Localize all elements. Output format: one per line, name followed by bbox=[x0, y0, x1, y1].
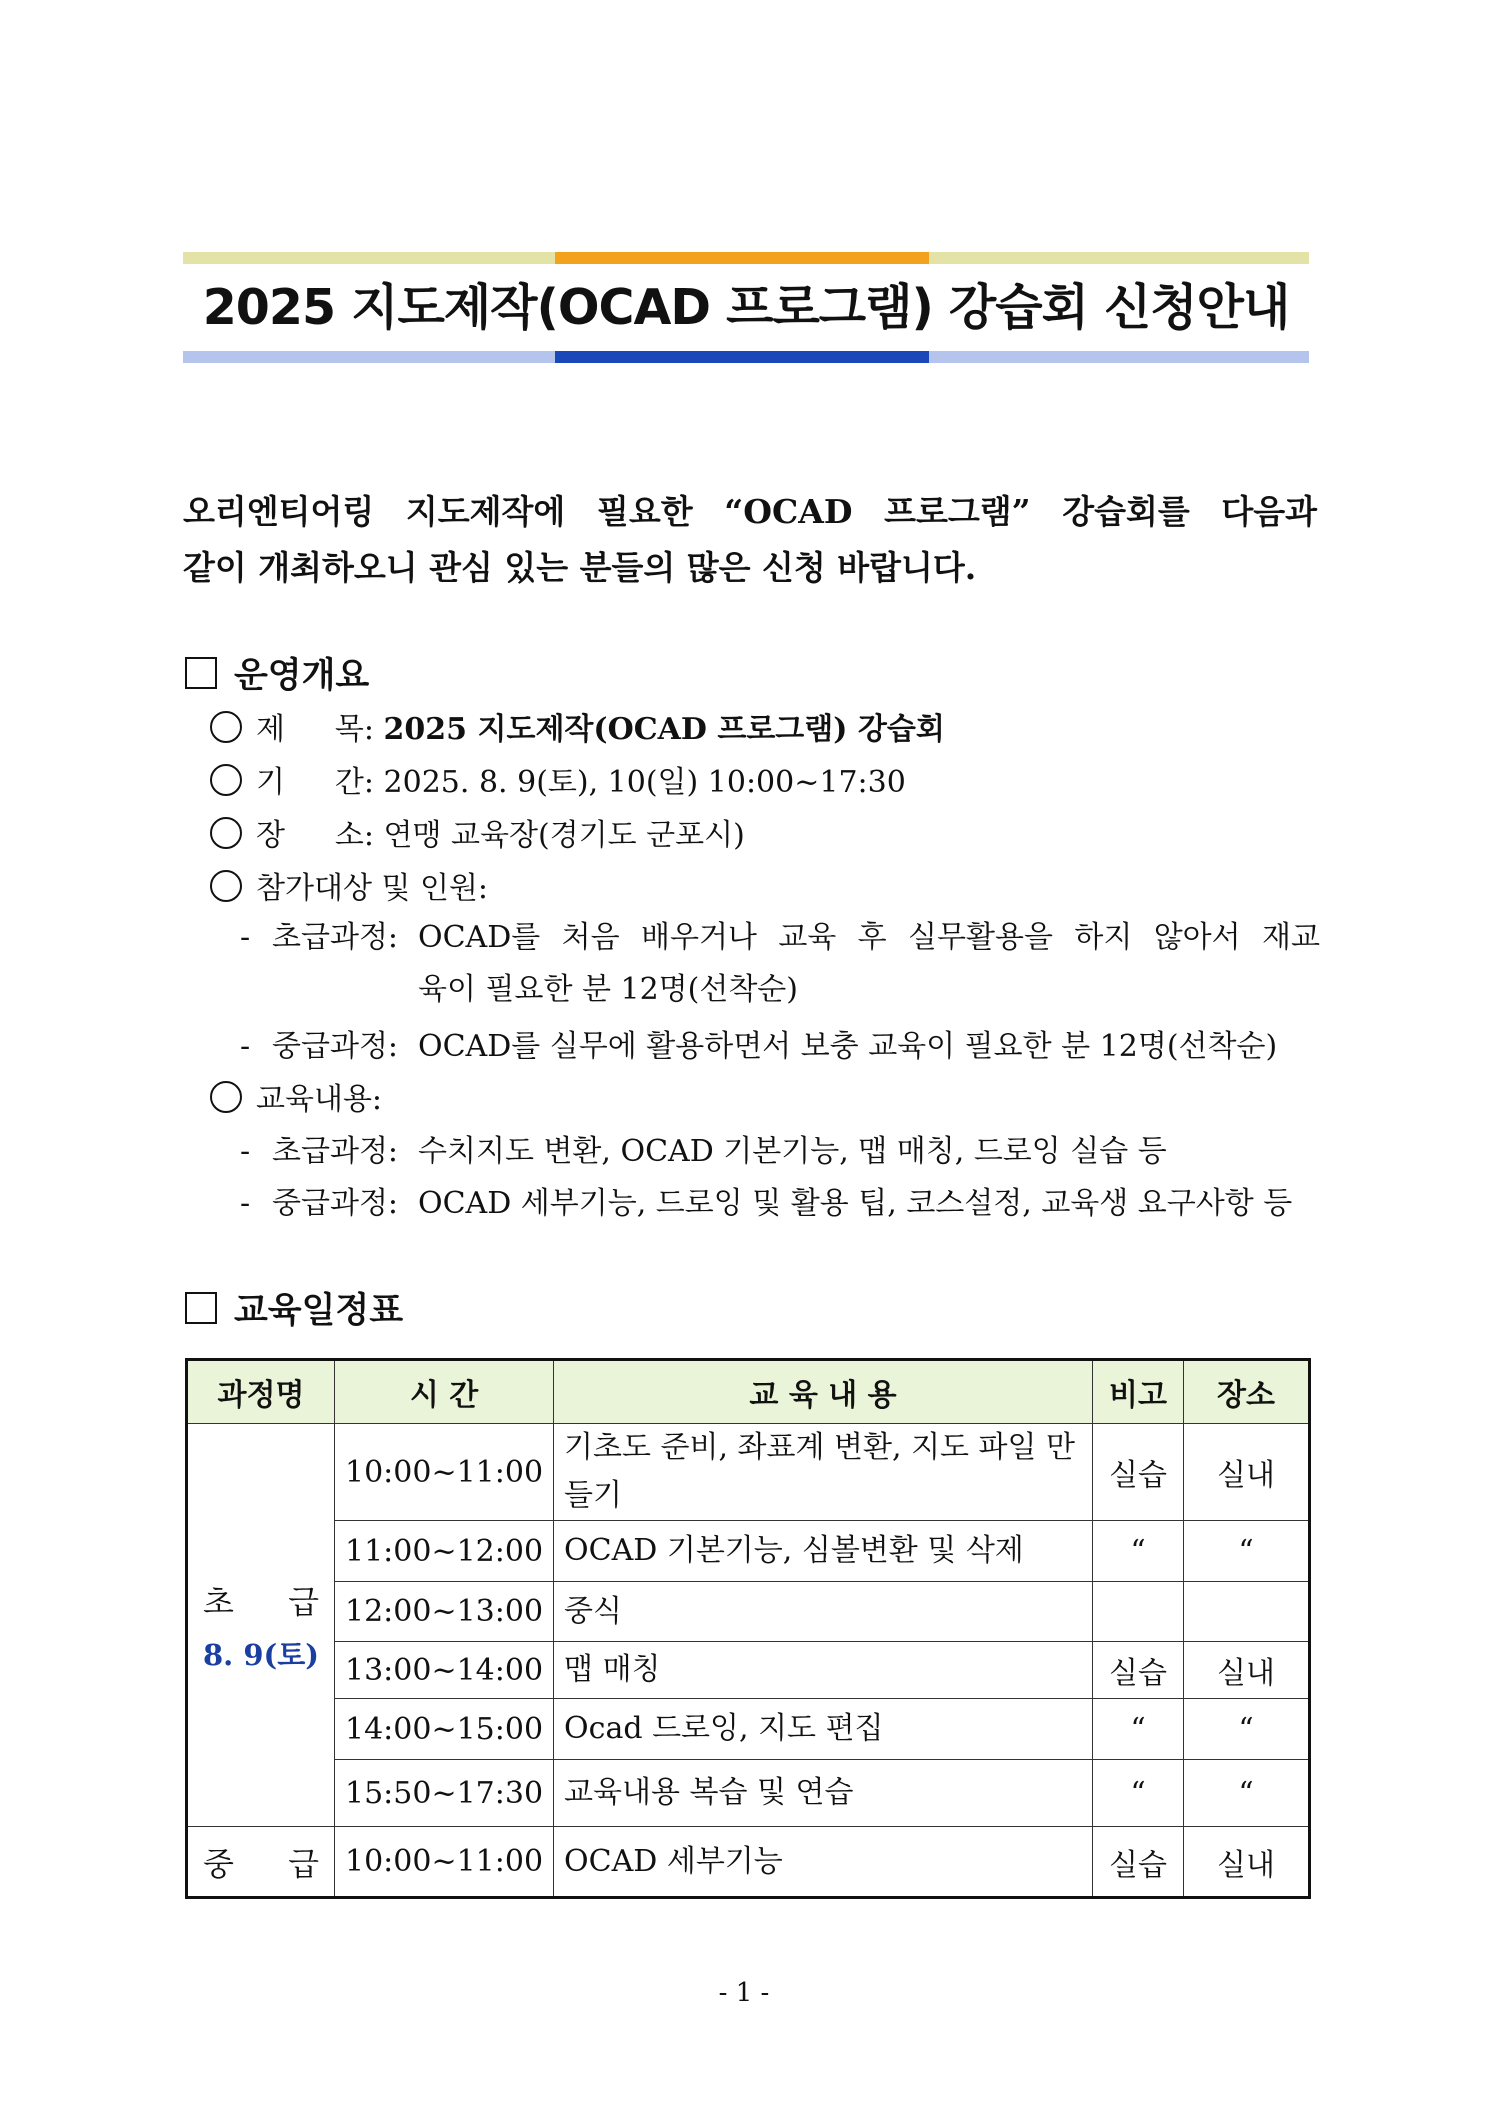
overview-title-line bbox=[210, 710, 1320, 750]
content-cell: 교육내용 복습 및 연습 bbox=[554, 1760, 1093, 1827]
section-schedule-heading bbox=[183, 1283, 403, 1333]
overview-target-line bbox=[210, 869, 1320, 909]
overview-title-label bbox=[256, 710, 374, 750]
note-cell bbox=[1093, 1582, 1184, 1642]
content-cell: 중식 bbox=[554, 1582, 1093, 1642]
overview-place-label bbox=[256, 816, 374, 856]
circle-bullet-icon bbox=[210, 1081, 242, 1113]
intro-line-2: 같이 개최하오니 관심 있는 분들의 많은 신청 바랍니다. bbox=[183, 548, 977, 587]
time-cell: 12:00~13:00 bbox=[335, 1582, 554, 1642]
overview-content-label: 교육내용: bbox=[256, 1082, 383, 1117]
place-cell: 실내 bbox=[1184, 1424, 1310, 1521]
content-cell: 맵 매칭 bbox=[554, 1642, 1093, 1699]
place-cell: “ bbox=[1184, 1521, 1310, 1582]
header-content: 교 육 내 용 bbox=[554, 1360, 1093, 1424]
header-course: 과정명 bbox=[187, 1360, 335, 1424]
dash: - bbox=[240, 1186, 251, 1221]
circle-bullet-icon bbox=[210, 870, 242, 902]
target-item-text: OCAD를 실무에 활용하면서 보충 교육이 필요한 분 12명(선착순) bbox=[418, 1029, 1278, 1064]
label-part: 제 bbox=[256, 712, 285, 747]
overview-period-value: 2025. 8. 9(토), 10(일) 10:00~17:30 bbox=[383, 765, 906, 800]
table-row bbox=[187, 1424, 1310, 1521]
content-item-label: 초급과정: bbox=[272, 1134, 399, 1169]
content-item-text: 수치지도 변환, OCAD 기본기능, 맵 매칭, 드로잉 실습 등 bbox=[418, 1134, 1167, 1169]
circle-bullet-icon bbox=[210, 764, 242, 796]
overview-target-label: 참가대상 및 인원: bbox=[256, 871, 489, 906]
course-name: 초 급 bbox=[203, 1582, 341, 1621]
note-cell: “ bbox=[1093, 1521, 1184, 1582]
place-cell: “ bbox=[1184, 1760, 1310, 1827]
section-overview-label: 운영개요 bbox=[234, 655, 370, 696]
table-header-row bbox=[187, 1360, 1310, 1424]
note-cell: “ bbox=[1093, 1699, 1184, 1760]
target-item-beginner bbox=[240, 912, 1320, 1016]
page-number: - 1 - bbox=[718, 1978, 770, 2008]
target-item-row bbox=[240, 912, 1320, 964]
schedule-table bbox=[185, 1358, 1311, 1899]
note-cell: “ bbox=[1093, 1760, 1184, 1827]
label-part: 장 bbox=[256, 818, 285, 853]
table-row bbox=[187, 1642, 1310, 1699]
course-date: 8. 9(토) bbox=[202, 1637, 319, 1672]
place-cell: “ bbox=[1184, 1699, 1310, 1760]
place-cell bbox=[1184, 1582, 1310, 1642]
overview-period-label bbox=[256, 763, 374, 803]
table-row bbox=[187, 1827, 1310, 1898]
circle-bullet-icon bbox=[210, 711, 242, 743]
checkbox-square-icon bbox=[185, 657, 217, 689]
dash: - bbox=[240, 1029, 251, 1064]
content-cell: OCAD 기본기능, 심볼변환 및 삭제 bbox=[554, 1521, 1093, 1582]
course-cell-intermediate bbox=[187, 1827, 341, 1898]
content-cell: OCAD 세부기능 bbox=[554, 1827, 1093, 1898]
note-cell: 실습 bbox=[1093, 1642, 1184, 1699]
title-bottom-rule-right bbox=[929, 351, 1309, 363]
header-note: 비고 bbox=[1093, 1360, 1184, 1424]
content-item-text: OCAD 세부기능, 드로잉 및 활용 팁, 코스설정, 교육생 요구사항 등 bbox=[418, 1186, 1293, 1221]
course-cell-beginner bbox=[187, 1424, 341, 1827]
overview-place-line bbox=[210, 816, 1320, 856]
time-cell: 11:00~12:00 bbox=[335, 1521, 554, 1582]
target-item-label: 초급과정: bbox=[272, 920, 399, 955]
circle-bullet-icon bbox=[210, 817, 242, 849]
dash: - bbox=[240, 1134, 251, 1169]
intro-paragraph bbox=[183, 484, 1317, 596]
section-schedule-label: 교육일정표 bbox=[234, 1290, 404, 1331]
place-cell: 실내 bbox=[1184, 1642, 1310, 1699]
note-cell: 실습 bbox=[1093, 1424, 1184, 1521]
time-cell: 15:50~17:30 bbox=[335, 1760, 554, 1827]
title-bottom-rule bbox=[183, 351, 1309, 363]
note-cell: 실습 bbox=[1093, 1827, 1184, 1898]
title-bottom-rule-left bbox=[183, 351, 555, 363]
title-top-rule-left bbox=[183, 252, 555, 264]
content-cell: Ocad 드로잉, 지도 편집 bbox=[554, 1699, 1093, 1760]
time-cell: 14:00~15:00 bbox=[335, 1699, 554, 1760]
label-part: 소: bbox=[334, 818, 374, 853]
content-item-intermediate bbox=[240, 1184, 1320, 1224]
title-bottom-rule-center bbox=[555, 351, 929, 363]
overview-content-line bbox=[210, 1080, 1320, 1120]
label-part: 기 bbox=[256, 765, 285, 800]
course-name: 중 급 bbox=[203, 1844, 341, 1883]
overview-place-value: 연맹 교육장(경기도 군포시) bbox=[383, 818, 745, 853]
title-top-rule-right bbox=[929, 252, 1309, 264]
time-cell: 10:00~11:00 bbox=[335, 1424, 554, 1521]
time-cell: 10:00~11:00 bbox=[335, 1827, 554, 1898]
checkbox-square-icon bbox=[185, 1292, 217, 1324]
place-cell: 실내 bbox=[1184, 1827, 1310, 1898]
table-row bbox=[187, 1521, 1310, 1582]
header-time: 시 간 bbox=[335, 1360, 554, 1424]
target-item-text: OCAD를 처음 배우거나 교육 후 실무활용을 하지 않아서 재교 bbox=[418, 920, 1320, 955]
table-row bbox=[187, 1760, 1310, 1827]
overview-title-value: 2025 지도제작(OCAD 프로그램) 강습회 bbox=[383, 712, 945, 747]
table-row bbox=[187, 1582, 1310, 1642]
header-place: 장소 bbox=[1184, 1360, 1310, 1424]
dash: - bbox=[240, 920, 251, 955]
table-row bbox=[187, 1699, 1310, 1760]
document-title: 2025 지도제작(OCAD 프로그램) 강습회 신청안내 bbox=[202, 279, 1290, 336]
section-overview-heading bbox=[183, 648, 369, 698]
content-cell: 기초도 준비, 좌표계 변환, 지도 파일 만들기 bbox=[554, 1424, 1093, 1521]
time-cell: 13:00~14:00 bbox=[335, 1642, 554, 1699]
title-top-rule-center bbox=[555, 252, 929, 264]
content-item-label: 중급과정: bbox=[272, 1186, 399, 1221]
label-part: 목: bbox=[334, 712, 374, 747]
target-item-intermediate bbox=[240, 1027, 1320, 1067]
title-top-rule bbox=[183, 252, 1309, 264]
content-item-beginner bbox=[240, 1132, 1320, 1172]
intro-line-1: 오리엔티어링 지도제작에 필요한 “OCAD 프로그램” 강습회를 다음과 bbox=[183, 492, 1317, 531]
target-item-text-cont: 육이 필요한 분 12명(선착순) bbox=[418, 972, 798, 1007]
label-part: 간: bbox=[334, 765, 374, 800]
target-item-label: 중급과정: bbox=[272, 1029, 399, 1064]
overview-period-line bbox=[210, 763, 1320, 803]
